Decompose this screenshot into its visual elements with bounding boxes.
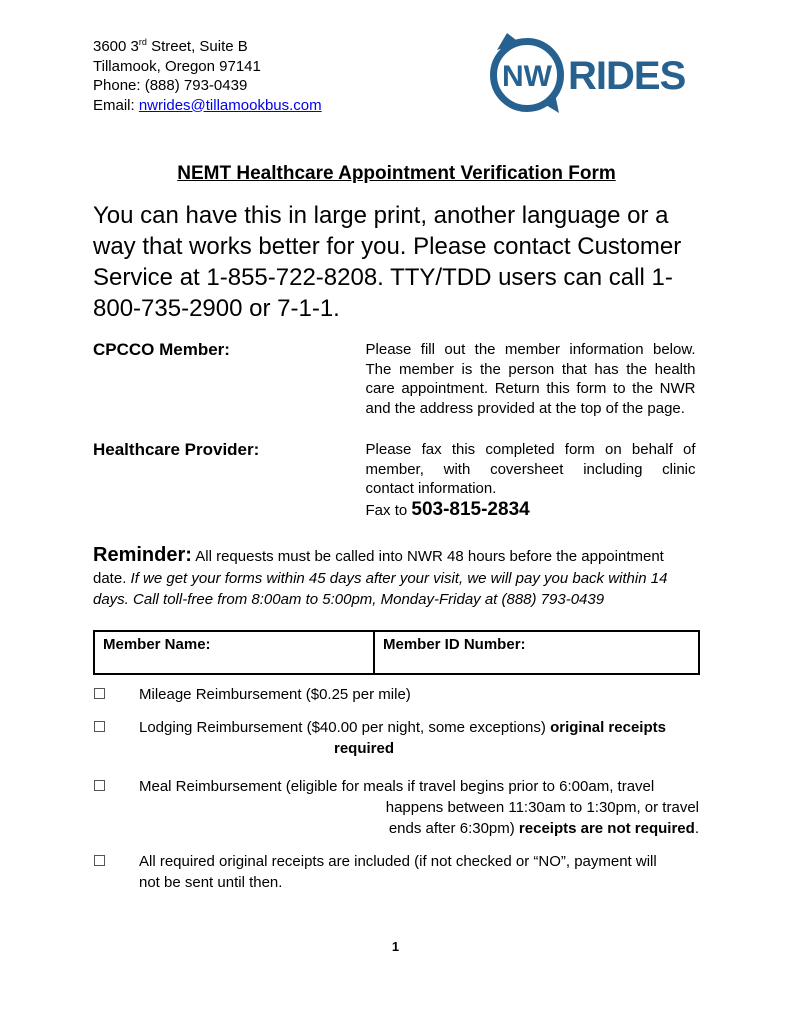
instruction-line: contact information. bbox=[365, 480, 497, 497]
nw-rides-logo bbox=[488, 33, 690, 118]
logo-rides-text: RIDES bbox=[568, 54, 686, 98]
reminder-text: All requests must be called into NWR 48 hours before the appointment bbox=[191, 548, 664, 565]
receipts-item bbox=[93, 851, 700, 893]
lodging-label bbox=[139, 717, 699, 738]
meal-label-text: . bbox=[694, 819, 699, 837]
meal-label-text: ends after 6:30pm) bbox=[388, 819, 519, 837]
instruction-sections bbox=[93, 340, 700, 520]
meal-checkbox[interactable] bbox=[94, 780, 105, 791]
reimbursement-checklist bbox=[93, 684, 700, 893]
mileage-label: Mileage Reimbursement ($0.25 per mile) bbox=[139, 685, 411, 703]
lodging-checkbox[interactable] bbox=[94, 721, 105, 732]
meal-label-continued bbox=[139, 818, 699, 839]
sender-address bbox=[93, 37, 322, 115]
meal-label-continued: happens between 11:30am to 1:30pm, or travel bbox=[385, 798, 699, 816]
instruction-line: and the address provided at the top of the page. bbox=[365, 399, 685, 417]
instruction-line: care appointment. Return this form to the NWR bbox=[365, 380, 696, 397]
lodging-bold-text: required bbox=[333, 739, 394, 757]
reminder-text: date. bbox=[93, 569, 131, 587]
reminder-paragraph bbox=[93, 545, 700, 611]
instruction-line: member, with coversheet including clinic bbox=[365, 460, 696, 478]
logo-nw-text: NW bbox=[502, 60, 552, 93]
nw-rides-logo-graphic bbox=[488, 33, 690, 113]
reminder-line bbox=[93, 589, 700, 611]
meal-item bbox=[93, 776, 700, 839]
fax-prefix: Fax to bbox=[365, 501, 412, 519]
receipts-label-continued: not be sent until then. bbox=[139, 873, 283, 891]
address-line-2: Tillamook, Oregon 97141 bbox=[93, 57, 261, 75]
address-phone: Phone: (888) 793-0439 bbox=[93, 77, 248, 94]
meal-label: Meal Reimbursement (eligible for meals if travel begins prior to 6:00am, travel bbox=[139, 777, 655, 795]
meal-text bbox=[139, 776, 699, 839]
reminder-italic-text: days. Call toll-free from 8:00am to 5:00pm, Monday-Friday at (888) 793-0439 bbox=[93, 591, 605, 608]
intro-line: Service at 1-855-722-8208. TTY/TDD users can call 1- bbox=[93, 264, 673, 291]
fax-number: 503-815-2834 bbox=[411, 498, 530, 520]
reminder-line bbox=[93, 545, 700, 568]
reminder-italic-text: If we get your forms within 45 days after your visit, we will pay you back within 14 bbox=[130, 569, 668, 587]
reminder-label: Reminder: bbox=[93, 544, 192, 566]
instruction-line: The member is the person that has the health bbox=[365, 360, 696, 378]
lodging-label-text: Lodging Reimbursement ($40.00 per night, some exceptions) bbox=[139, 718, 551, 736]
healthcare-provider-section bbox=[93, 440, 700, 520]
intro-line: You can have this in large print, another language or a bbox=[93, 202, 669, 229]
reminder-line bbox=[93, 568, 700, 590]
receipts-checkbox[interactable] bbox=[94, 855, 105, 866]
member-name-label: Member Name: bbox=[103, 635, 211, 653]
member-name-field[interactable] bbox=[95, 632, 375, 673]
receipts-text bbox=[139, 851, 699, 893]
lodging-item bbox=[93, 717, 700, 759]
form-title: NEMT Healthcare Appointment Verification Form bbox=[177, 163, 616, 184]
intro-line: 800-735-2900 or 7-1-1. bbox=[93, 295, 340, 322]
mileage-text bbox=[139, 684, 699, 705]
address-email-line bbox=[93, 96, 322, 116]
email-link[interactable]: nwrides@tillamookbus.com bbox=[138, 96, 322, 114]
cpcco-member-label: CPCCO Member: bbox=[93, 340, 230, 359]
ordinal-superscript: rd bbox=[138, 37, 147, 47]
address-street-name: Street, Suite B bbox=[146, 38, 248, 55]
healthcare-provider-instructions bbox=[366, 440, 700, 520]
member-id-label: Member ID Number: bbox=[383, 635, 526, 653]
instruction-line: Please fill out the member information below. bbox=[365, 341, 696, 358]
lodging-bold-text: original receipts bbox=[550, 718, 666, 736]
instruction-line: Please fax this completed form on behalf of bbox=[365, 441, 696, 458]
email-label: Email: bbox=[93, 96, 139, 114]
accessibility-notice bbox=[93, 200, 700, 324]
mileage-checkbox[interactable] bbox=[94, 688, 105, 699]
receipts-label: All required original receipts are included (if not checked or “NO”, payment will bbox=[139, 852, 657, 870]
lodging-text bbox=[139, 717, 699, 759]
healthcare-provider-label: Healthcare Provider: bbox=[93, 440, 260, 459]
intro-line: way that works better for you. Please contact Customer bbox=[93, 233, 682, 260]
cpcco-member-section bbox=[93, 340, 700, 418]
member-info-table bbox=[93, 630, 700, 675]
address-line-1 bbox=[93, 37, 322, 57]
page-number: 1 bbox=[391, 939, 400, 954]
address-street-number: 3600 3 bbox=[93, 38, 139, 55]
member-id-field[interactable] bbox=[375, 632, 698, 673]
fax-line bbox=[366, 500, 700, 521]
mileage-item bbox=[93, 684, 700, 705]
cpcco-member-instructions bbox=[366, 340, 700, 418]
meal-bold-text: receipts are not required bbox=[518, 819, 695, 837]
page-header bbox=[93, 37, 700, 118]
lodging-label-continued bbox=[139, 738, 589, 759]
